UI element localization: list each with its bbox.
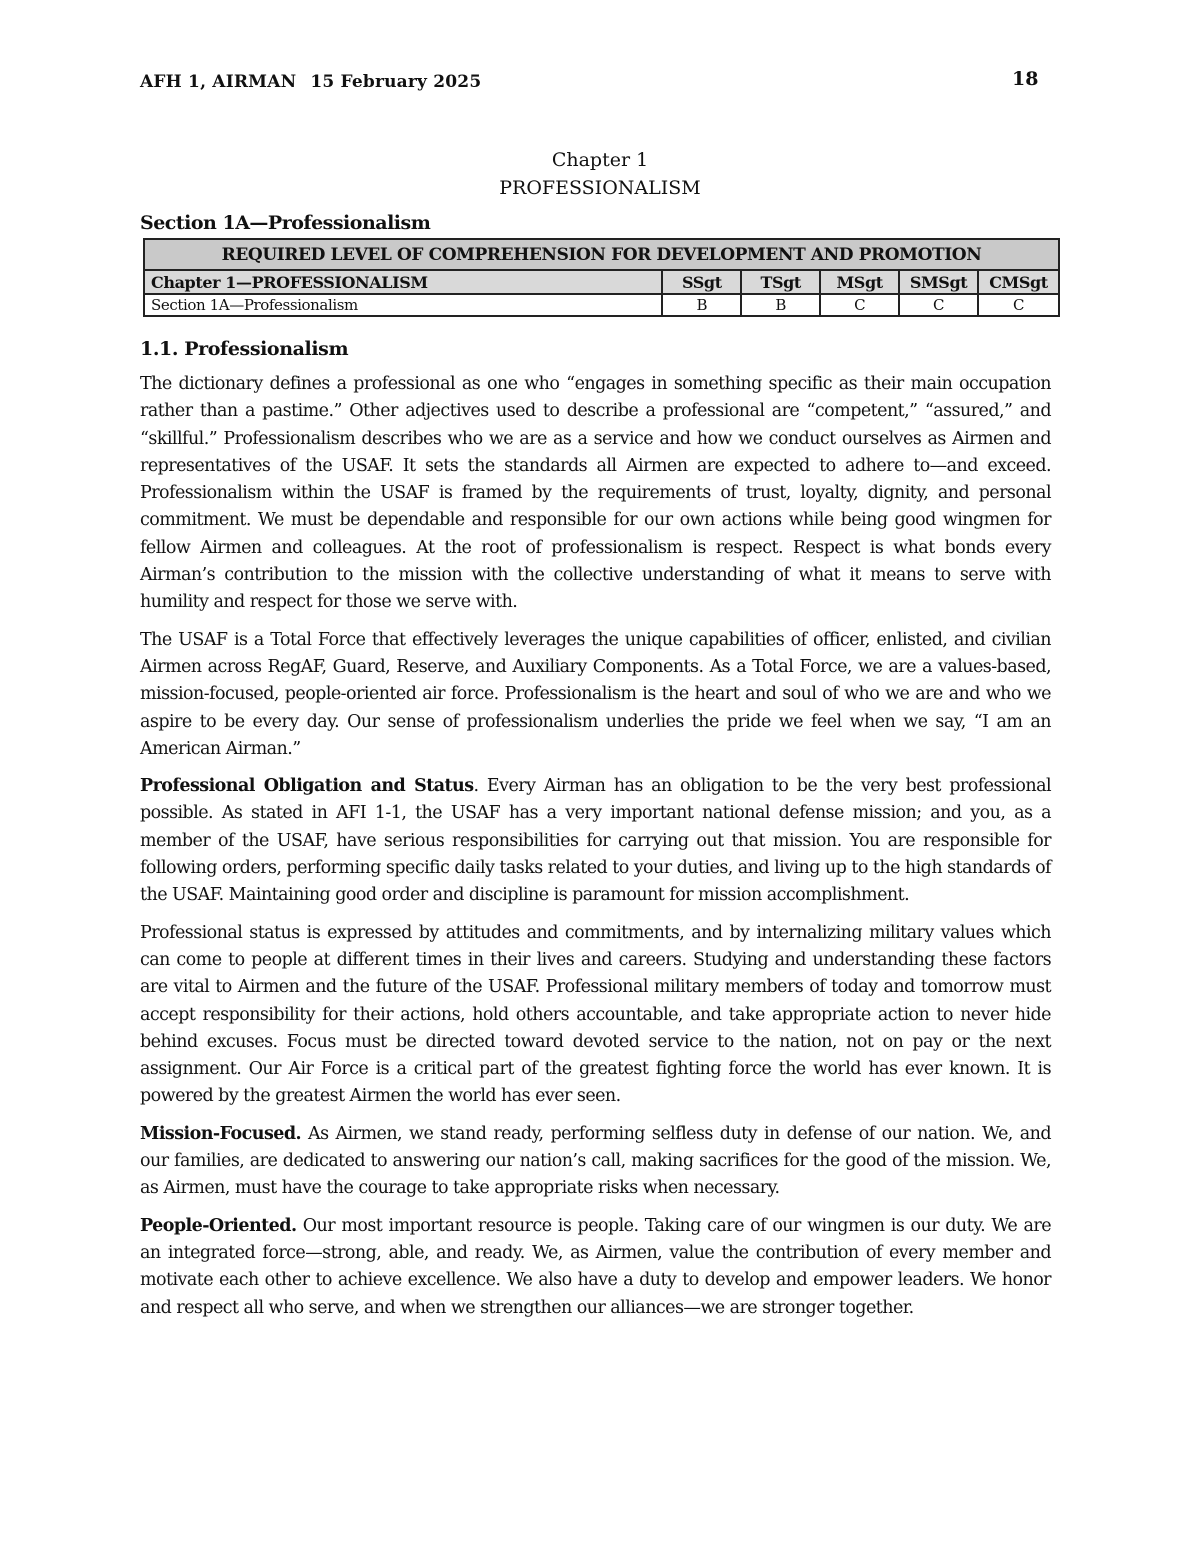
paragraph-status: Professional status is expressed by attitudes and commitments, and by internalizing military values which can come to people at different times in their lives and careers. Studying and understanding these factors are vital to Airmen and the future of the USAF. Professional military members of today and tomorrow must accept responsibility for their actions, hold others accountable, and take appropriate action to never hide behind excuses. Focus must be directed toward devoted service to the nation, not on pay or the next assignment. Our Air Force is a critical part of the greatest fighting force the world has ever known. It is powered by the greatest Airmen the world has ever seen. [140, 922, 1051, 1107]
body-content [140, 336, 1051, 1332]
paragraph-mission-focused-text: As Airmen, we stand ready, performing selfless duty in defense of our nation. We, and our families, are dedicated to answering our nation’s call, making sacrifices for the good of the mission. We, as Airmen, must have the courage to take appropriate risks when necessary. [140, 1123, 1051, 1199]
chapter-title: PROFESSIONALISM [499, 177, 701, 199]
running-header [140, 72, 481, 92]
paragraph-mission-focused [140, 1121, 1051, 1203]
page-number: 18 [1012, 68, 1039, 90]
column-header-smsgt: SMSgt [899, 270, 978, 294]
paragraph-obligation [140, 773, 1051, 909]
paragraph-people-oriented-text: Our most important resource is people. Taking care of our wingmen is our duty. We are an integrated force—strong, able, and ready. We, as Airmen, value the contribution of every member and motivate each other to achieve excellence. We also have a duty to develop and empower leaders. We honor and respect all who serve, and when we strengthen our alliances—we are stronger together. [140, 1215, 1051, 1318]
column-header-msgt: MSgt [820, 270, 899, 294]
paragraph-people-oriented [140, 1213, 1051, 1322]
paragraph-total-force: The USAF is a Total Force that effectively leverages the unique capabilities of officer, enlisted, and civilian Airmen across RegAF, Guard, Reserve, and Auxiliary Components. As a Total Force, we are a values-based, mission-focused, people-oriented air force. Professionalism is the heart and soul of who we are and who we aspire to be every day. Our sense of professionalism underlies the pride we feel when we say, “I am an American Airman.” [140, 629, 1051, 759]
section-title: Section 1A—Professionalism [140, 212, 431, 234]
table-cell-tsgt: B [741, 294, 820, 316]
table-row [144, 294, 1059, 316]
paragraph-lead-obligation: Professional Obligation and Status [140, 776, 474, 797]
paragraph-lead-people-oriented: People-Oriented. [140, 1215, 297, 1236]
table-heading: REQUIRED LEVEL OF COMPREHENSION FOR DEVELOPMENT AND PROMOTION [144, 239, 1059, 270]
column-header-chapter: Chapter 1—PROFESSIONALISM [144, 270, 662, 294]
paragraph-definition: The dictionary defines a professional as one who “engages in something specific as their main occupation rather than a pastime.” Other adjectives used to describe a professional are “competent,” “assured,” and “skillful.” Professionalism describes who we are as a service and how we conduct ourselves as Airmen and representatives of the USAF. It sets the standards all Airmen are expected to adhere to—and exceed. Professionalism within the USAF is framed by the requirements of trust, loyalty, dignity, and personal commitment. We must be dependable and responsible for our own actions while being good wingmen for fellow Airmen and colleagues. At the root of professionalism is respect. Respect is what bonds every Airman’s contribution to the mission with the collective understanding of what it means to serve with humility and respect for those we serve with. [140, 374, 1051, 613]
header-date: 15 February 2025 [310, 72, 482, 92]
header-doc-title: AFH 1, AIRMAN [140, 72, 297, 92]
table-cell-section: Section 1A—Professionalism [144, 294, 662, 316]
column-header-tsgt: TSgt [741, 270, 820, 294]
chapter-heading [0, 146, 1200, 202]
table-cell-msgt: C [820, 294, 899, 316]
table-cell-ssgt: B [662, 294, 741, 316]
table-cell-cmsgt: C [978, 294, 1059, 316]
column-header-ssgt: SSgt [662, 270, 741, 294]
table-header-row [144, 270, 1059, 294]
paragraph-obligation-text: . Every Airman has an obligation to be the very best professional possible. As stated in AFI 1-1, the USAF has a very important national defense mission; and you, as a member of the USAF, have serious responsibilities for carrying out that mission. You are responsible for following orders, performing specific daily tasks related to your duties, and living up to the high standards of the USAF. Maintaining good order and discipline is paramount for mission accomplishment. [140, 776, 1051, 906]
comprehension-table [143, 238, 1060, 317]
subsection-heading: 1.1. Professionalism [140, 338, 349, 360]
column-header-cmsgt: CMSgt [978, 270, 1059, 294]
paragraph-lead-mission-focused: Mission-Focused. [140, 1123, 302, 1144]
chapter-number: Chapter 1 [551, 149, 649, 171]
table-cell-smsgt: C [899, 294, 978, 316]
